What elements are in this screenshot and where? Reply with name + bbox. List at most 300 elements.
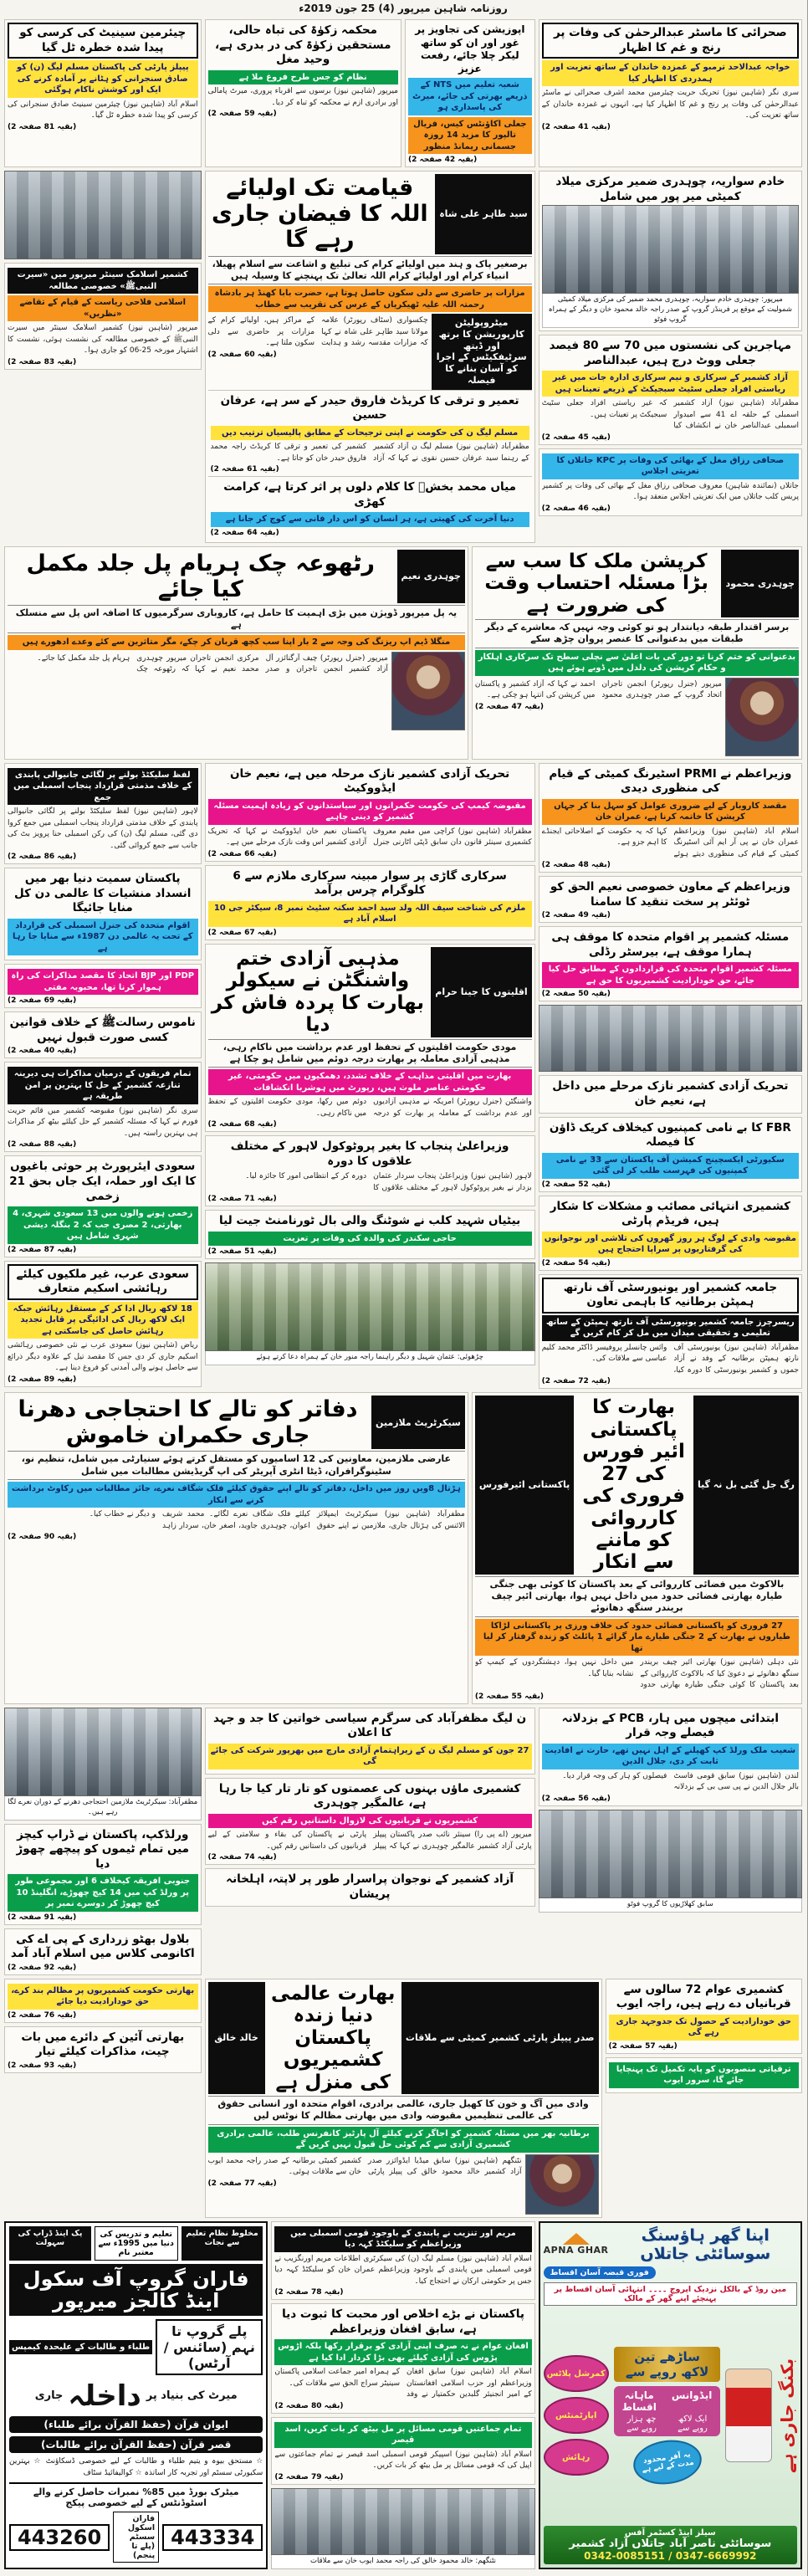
photo-caption: مظفرآباد: سیکرٹریٹ ملازمین احتجاجی دھرنے کے دوران نعرے لگا رہے ہیں۔ bbox=[4, 1796, 202, 1821]
article-continuation: (بقیہ 93 صفحہ 2) bbox=[8, 2061, 77, 2070]
ad-footer bbox=[544, 2526, 797, 2564]
article-naeem-khan-2 bbox=[539, 1075, 802, 1113]
admission-word: داخلہ bbox=[68, 2379, 141, 2414]
article-saudi-residency bbox=[4, 1261, 202, 1387]
banner-secretariat bbox=[4, 1392, 468, 1703]
banner-subheadline: یہ پل میرپور ڈویژن میں بڑی اہمیت کا حامل ہے، کاروباری سرگرمیوں کا اضافہ اس پل سے منسلک ہے bbox=[8, 605, 465, 634]
advance-value: ایک لاکھ روپے سے bbox=[678, 2415, 708, 2434]
kicker-box: رگ جل گئی بل نہ گیا bbox=[693, 1396, 799, 1575]
article-continuation: (بقیہ 77 صفحہ 2) bbox=[207, 2179, 277, 2188]
article-headline: بھارتی آئین کے دائرے میں بات چیت، مذاکرات کیلئے تیار bbox=[21, 2030, 185, 2059]
article-headline: مہاجرین کی نشستوں میں 70 سے 80 فیصد جعلی ووٹ درج ہیں، عبدالناصر bbox=[549, 339, 792, 367]
article-continuation: (بقیہ 69 صفحہ 2) bbox=[8, 996, 77, 1006]
article-highlight: سکیورٹی ایکسچینج کمیشن آف پاکستان سے 33 بے نامی کمپنیوں کی فہرست طلب کر لی گئی bbox=[542, 1153, 799, 1179]
article-body: سری نگر (شاہین نیوز) مقبوضہ کشمیر میں قائم حریت فورم نے کہا کہ مسئلہ کشمیر کے حل کیلئے بیٹھ کر مذاکرات ہی بہترین راستہ ہیں۔ bbox=[8, 1106, 198, 1138]
column-right-mid bbox=[539, 763, 802, 1390]
article-maryam-selected bbox=[271, 2221, 534, 2301]
banner-row bbox=[475, 550, 799, 617]
article-highlight: حق خودارادیت کے حصول تک جدوجہد جاری رہے گی bbox=[609, 2015, 800, 2041]
photo-car-meeting bbox=[525, 2154, 599, 2215]
banner-row bbox=[208, 947, 532, 1037]
column-center-mid bbox=[205, 763, 535, 1390]
article-continuation: (بقیہ 80 صفحہ 2) bbox=[274, 2401, 344, 2410]
article-continuation: (بقیہ 76 صفحہ 2) bbox=[8, 2010, 77, 2020]
article-body: میرپور (شاہین نیوز) برسوں سے اقرباء پروری، میرٹ پامالی اور برادری ازم نے محکمہ کو تباہ کر دیا۔ bbox=[207, 87, 398, 107]
banner-headline: رٹھوعہ چک ہریام پل جلد مکمل کیا جائے bbox=[26, 550, 375, 602]
photo-two-men-car bbox=[271, 2488, 534, 2555]
article-headline: ناموس رسالتﷺ کے خلاف قوانین کسی صورت قبول نہیں bbox=[9, 1016, 196, 1044]
article-dropped-catches bbox=[4, 1824, 202, 1925]
article-body: مظفرآباد (شاہین نیوز) مسلم لیگ ن آزاد کشمیر کے رہنما سید عرفان حسین نقوی نے کہا کہ آزاد کشمیر کی تعمیر و ترقی کا کریڈٹ راجہ محمد فاروق حیدر خان کو جاتا ہے۔ bbox=[210, 443, 529, 463]
photo-trophy-group bbox=[4, 171, 202, 259]
banner-bridge bbox=[4, 546, 468, 760]
article-continuation: (بقیہ 41 صفحہ 2) bbox=[541, 122, 611, 131]
article-highlight: تمام فریقوں کے درمیان مذاکرات ہی دیرینہ تنازعہ کشمیر کے حل کا بہترین پر امن طریقہ ہے bbox=[8, 1067, 198, 1104]
article-continuation: (بقیہ 72 صفحہ 2) bbox=[541, 1377, 611, 1386]
article-headline: ن لیگ مظفرآباد کی سرگرم سیاسی خواتین کا جد و جہد کا اعلان bbox=[212, 1711, 527, 1740]
article-headline: وزیراعظم نے PRMI اسٹیرنگ کمیٹی کے قیام کی منظوری دیدی bbox=[549, 766, 792, 796]
banner-headline: مذہبی آزادی ختم واشنگٹن نے سیکولر بھارت کا پردہ فاش کر دیا bbox=[211, 947, 424, 1037]
article-continuation: (بقیہ 52 صفحہ 2) bbox=[541, 1180, 611, 1189]
banner-auliya bbox=[205, 171, 535, 542]
banner-highlight: برطانیہ بھر میں مسئلہ کشمیر کو اجاگر کرنے کیلئے آل پارٹیز کانفرنس طلب، عالمی برادری کشمیری آزادی سے کم کوئی حل قبول نہیں کریں گے bbox=[208, 2127, 599, 2153]
article-headline: FBR کا بے نامی کمپنیوں کیخلاف کریک ڈاؤن کا فیصلہ bbox=[549, 1120, 791, 1150]
banner-subheadline: برسر اقتدار طبقہ دیانتدار ہو تو کوئی وجہ نہیں کہ معاشرے کے دیگر طبقات میں بدعنوانی کا عنصر پروان چڑھ سکے bbox=[475, 619, 799, 648]
article-hurriyat-forum bbox=[4, 1062, 202, 1152]
paper-grid bbox=[0, 16, 807, 2576]
article-highlight: شعبہ تعلیم میں NTS کے ذریعے بھرتی کی جائے، میرٹ کی پاسداری ہو bbox=[408, 78, 532, 115]
article-naeem-khan bbox=[205, 763, 535, 862]
article-continuation: (بقیہ 66 صفحہ 2) bbox=[207, 849, 277, 858]
article-continuation: (بقیہ 88 صفحہ 2) bbox=[8, 1140, 77, 1150]
payment-box bbox=[614, 2386, 721, 2436]
installment-value: چھ ہزار روپے سے bbox=[626, 2415, 657, 2434]
article-headline: تمام جماعتیں قومی مسائل پر مل بیٹھ کر بات کریں، اسد قیصر bbox=[274, 2422, 531, 2448]
article-continuation: (بقیہ 87 صفحہ 2) bbox=[8, 1245, 77, 1254]
article-headline: اپوزیشن کی تجاویز پر غور اور ان کو ساتھ لیکر چلا جائے، رفعت عزیز bbox=[415, 23, 525, 74]
article-continuation: (بقیہ 83 صفحہ 2) bbox=[8, 357, 77, 366]
article-body: نٹنگھم (شاہین نیوز) سابق میڈیا ایڈوائزر صدر آزاد کشمیر خالد محمود خالق کی پیپلز پارٹی کشمیر کمیٹی برطانیہ کے صدر راجہ محمد ایوب خان سے ملاقات ہوئی۔ bbox=[207, 2156, 522, 2177]
article-body: چکسواری (سٹاف رپورٹر) علامہ مولانا سید طاہر علی شاہ نے کہا کہ مزارات مقدسہ رشد و ہدایت کے مراکز ہیں، اولیائے کرام کے مزارات پر حاضری سے دلی سکون ملتا ہے۔ bbox=[207, 316, 428, 348]
article-headline: PDP اور BJP اتحاد کا مقصد مذاکرات کی راہ ہموار کرنا تھا، محبوبہ مفتی bbox=[8, 969, 198, 995]
kicker-box: سیکرٹریٹ ملازمین bbox=[371, 1396, 465, 1449]
article-body: لاہور (شاہین نیوز) وزیراعلیٰ پنجاب سردار عثمان بزدار نے بغیر پروٹوکول لاہور کے مختلف علاقوں کا دورہ کر کے انتظامی امور کا جائزہ لیا۔ bbox=[245, 1172, 532, 1192]
article-highlight: حاجی سکندر کی والدہ کی وفات پر تعزیت bbox=[208, 1232, 532, 1247]
article-continuation: (بقیہ 91 صفحہ 2) bbox=[8, 1913, 77, 1922]
article-body: اسلام آباد (شاہین نیوز) اسپیکر قومی اسمبلی اسد قیصر نے تمام جماعتوں سے اپیل کی کہ قومی مسائل پر مل بیٹھ کر بات کریں۔ bbox=[274, 2450, 532, 2471]
article-highlight: مسئلہ کشمیر اقوام متحدہ کی قراردادوں کے مطابق حل کیا جائے، حق خودارادیت کشمیریوں کا حق ہے bbox=[542, 962, 799, 988]
banner-headline: بھارت کا پاکستانی ائیر فورس کی 27 فروری کی کارروائی کو ماننے سے انکار bbox=[582, 1396, 685, 1574]
article-body: مظفرآباد (شاہین نیوز) یونیورسٹی آف نارتھ ہمپٹن برطانیہ کے وفد نے آزاد جموں و کشمیر یونیورسٹی کا دورہ کیا، وائس چانسلر پروفیسر ڈاکٹر محمد کلیم عباسی سے ملاقات کی۔ bbox=[541, 1343, 799, 1375]
article-development bbox=[606, 2057, 803, 2093]
article-headline: ترقیاتی منصوبوں کو پایہ تکمیل تک پہنچایا جائے گا، سرور ایوب bbox=[609, 2062, 800, 2088]
banner-row bbox=[475, 1396, 799, 1575]
limited-offer-oval: یہ آفر محدود مدت کے لیے ہے bbox=[630, 2436, 703, 2489]
kicker-box-2: پاکستانی ائیرفورس bbox=[475, 1396, 574, 1575]
article-highlight: مقبوضہ وادی کے لوگ ہر روز گھروں کی تلاشی اور نوجوانوں کی گرفتاریوں پر سراپا احتجاج ہیں bbox=[542, 1232, 799, 1257]
article-continuation: (بقیہ 67 صفحہ 2) bbox=[207, 928, 277, 937]
article-highlight: مسلم لیگ ن کی حکومت نے اپنی ترجیحات کے مطابق پالیسیاں ترتیب دیں bbox=[211, 426, 529, 441]
article-pdp-bjp bbox=[4, 964, 202, 1008]
aiwan-quran: ایوان قرآن (حفظ القرآن برائے طلباء) bbox=[9, 2416, 263, 2433]
feature-residence: رہائش bbox=[544, 2439, 609, 2476]
photo-meeting bbox=[539, 1005, 802, 1072]
article-cm-punjab bbox=[205, 1135, 535, 1206]
article-headline: وزیراعلیٰ پنجاب کا بغیر پروٹوکول لاہور کے مختلف علاقوں کا دورہ bbox=[230, 1139, 509, 1168]
features-line: ☆ مستحق بیوہ و یتیم طلباء و طالبات کے لیے خصوصی ڈسکاؤنٹ ☆ بہترین سکیورٹی سسٹم اور تجربہ کار اساتذہ ☆ کوالیفائیڈ سٹاف bbox=[9, 2457, 263, 2477]
article-volleyball bbox=[205, 1210, 535, 1259]
banner-headline: بھارت عالمی دنیا زندہ پاکستان کشمیریوں کی منزل ہے bbox=[270, 1982, 396, 2093]
column-center-low bbox=[205, 1708, 535, 1975]
group-row bbox=[9, 2319, 263, 2375]
installment-label: ماہانہ اقساط bbox=[621, 2389, 657, 2414]
article-continuation: (بقیہ 55 صفحہ 2) bbox=[474, 1692, 545, 1701]
article-highlight: ملزم کی شناخت سیف اللہ ولد سید احمد سکنہ سٹیٹ نمبر 8، سیکٹر جی 10 اسلام آباد ہے bbox=[208, 901, 532, 927]
article-barrister-ridley bbox=[539, 926, 802, 1001]
phone-row bbox=[9, 2512, 263, 2563]
article-headline: میاں محمد بخشؒ کا کلام دلوں پر اثر کرتا ہے، کرامت کھڑی bbox=[223, 480, 516, 509]
article-highlight: آزاد کشمیر کے سرکاری و نیم سرکاری ادارہ جات میں غیر ریاستی افراد جعلی سٹیٹ سبجیکٹ کے ذریعے تعینات ہیں bbox=[542, 371, 799, 397]
article-university-mou bbox=[539, 1274, 802, 1390]
article-fbr bbox=[539, 1117, 802, 1192]
article-continuation: (بقیہ 56 صفحہ 2) bbox=[541, 1794, 611, 1803]
model-photo bbox=[725, 2369, 772, 2462]
separate-campus: طلباء و طالبات کے علیحدہ کیمپس bbox=[9, 2340, 152, 2354]
banner-iaf-denial bbox=[472, 1392, 802, 1703]
article-continuation: (بقیہ 57 صفحہ 2) bbox=[608, 2041, 678, 2051]
phone-numbers: 0342-0085151 / 0347-6669992 bbox=[584, 2549, 757, 2562]
house-icon bbox=[563, 2233, 590, 2245]
article-body: سری نگر (شاہین نیوز) تحریک حریت چیئرمین محمد اشرف صحرائی نے ماسٹر عبدالرحمٰن کی وفات پر رنج و غم کا اظہار کیا ہے، انہوں نے غمزدہ خاندان کے ساتھ تعزیت کی۔ bbox=[541, 89, 799, 120]
article-headline: تعمیر و ترقی کا کریڈٹ فاروق حیدر کے سر ہے، عرفان حسین bbox=[220, 393, 519, 423]
banner-headline: قیامت تک اولیائے اللہ کا فیضان جاری رہے گا bbox=[212, 175, 428, 254]
column-center-bottom bbox=[271, 2221, 534, 2569]
article-continuation: (بقیہ 90 صفحہ 2) bbox=[8, 1533, 77, 1542]
article-headline: ابتدائی میچوں میں ہار، PCB کے بزدلانہ فیصلے وجہ قرار bbox=[561, 1711, 779, 1740]
article-indian-constitution bbox=[4, 2026, 202, 2073]
article-headline: تحریک آزادی کشمیر نازک مرحلے میں داخل ہے، نعیم خان bbox=[552, 1079, 789, 1109]
article-bilawal-pa bbox=[4, 1928, 202, 1975]
article-fake-votes bbox=[539, 335, 802, 445]
banner-row bbox=[8, 1396, 465, 1449]
feature-ovals bbox=[544, 2309, 609, 2522]
column-left-low bbox=[4, 1708, 202, 1975]
article-anti-drugs-day bbox=[4, 868, 202, 960]
article-body: واشنگٹن (جنرل رپورٹر) امریکہ نے مذہبی آزادیوں اور عدم برداشت کے معاملہ پر بھارت کو درجہ دوئم میں رکھا، مودی حکومت اقلیتوں کے تحفظ میں ناکام رہی۔ bbox=[207, 1098, 532, 1118]
article-continuation: (بقیہ 48 صفحہ 2) bbox=[541, 861, 611, 870]
banner-highlight: ہڑتال 8ویں روز میں داخل، دفاتر کو تالے اپنے حقوق کیلئے فلک شگاف نعرے، جائز مطالبات میں رکاوٹ برداشت کرنے سے انکار bbox=[8, 1482, 465, 1508]
article-headline: محکمہ زکوٰۃ کی تباہ حالی، مستحقین زکوٰۃ کی در بدری ہے، وحید مغل bbox=[215, 23, 391, 67]
article-body: ریاض (شاہین نیوز) سعودی عرب نے نئی خصوصی رہائشی اسکیم جاری کر دی جس کا مقصد تیل کے علاوہ دیگر ذرائع سے حاصل ہونے والی آمدنی کو فروغ دینا ہے۔ bbox=[8, 1341, 198, 1373]
photo-protest-crowd bbox=[4, 1708, 202, 1796]
article-kpc-condolence bbox=[539, 448, 802, 516]
article-highlight: 27 جون کو مسلم لیگ ن کے زیراہتمام آزادی مارچ میں بھرپور شرکت کی جائے گی bbox=[208, 1744, 532, 1769]
photo-caption: سابق کھلاڑیوں کا گروپ فوٹو bbox=[539, 1898, 802, 1913]
kicker-box: چوہدری محمود bbox=[721, 550, 799, 617]
article-highlight: اسلامی فلاحی ریاست کے قیام کے تقاضے «نظریں» bbox=[8, 295, 198, 321]
article-islamic-center bbox=[4, 263, 202, 370]
article-headline: پاکستان سمیت دنیا بھر میں انسداد منشیات کا عالمی دن کل منایا جائیگا bbox=[14, 872, 192, 915]
article-holi-of-blood bbox=[4, 1979, 202, 2023]
photo-pcb-group bbox=[539, 1810, 802, 1898]
article-headline: پاکستان نے بڑے اخلاص اور محبت کا ثبوت دیا ہے، سابق افغان وزیراعظم bbox=[282, 2307, 524, 2336]
article-headline: وزیراعظم کے معاون خصوصی نعیم الحق کو ٹوئٹر پر سخت تنقید کا سامنا bbox=[550, 880, 790, 909]
article-continuation: (بقیہ 92 صفحہ 2) bbox=[8, 1963, 77, 1972]
banner-bottom bbox=[8, 652, 465, 730]
ad-apna-ghar bbox=[539, 2221, 802, 2569]
banner-row bbox=[208, 174, 532, 254]
article-body: اسلام آباد (شاہین نیوز) وزیراعظم عمران خان نے پی آر ایم آئی اسٹیرنگ کمیٹی کے قیام کی منظوری دیتے ہوئے کہا کہ یہ حکومت کے اصلاحاتی ایجنڈے کا اہم جزو ہے۔ bbox=[541, 827, 799, 858]
article-body: مظفرآباد (شاہین نیوز) آزاد کشمیر اسمبلی کے حلقہ اے 41 سے امیدوار اسمبلی عبدالناصر خان نے انکشاف کیا کہ غیر ریاستی افراد جعلی سٹیٹ سبجیکٹ پر تعینات ہیں۔ bbox=[541, 399, 799, 431]
article-highlight: جنوبی افریقہ کیخلاف 6 اور مجموعی طور پر ورلڈ کپ میں 14 کیچ چھوڑے، انگلینڈ 10 کیچ چھوڑ کر دوسرے نمبر پر bbox=[8, 1874, 198, 1912]
banner-bottom bbox=[475, 678, 799, 756]
article-highlight: زخمی ہونے والوں میں 13 سعودی شہری، 4 بھارتی، 2 مصری جب کہ 2 بنگلہ دیشی شہری شامل ہیں bbox=[8, 1206, 198, 1244]
article-body: اسلام آباد (شاہین نیوز) چیئرمین سینیٹ صادق سنجرانی کی کرسی کو پیدا شدہ خطرہ ٹل گیا۔ bbox=[8, 100, 198, 120]
article-zakat bbox=[205, 19, 402, 167]
column-left-top bbox=[4, 171, 202, 542]
article-body: مظفرآباد (شاہین نیوز) کراچی میں مقیم معروف کشمیری سینئر قانون دان سابق ڈپٹی اٹارنی جنرل پاکستان نعیم خان ایڈووکیٹ نے کہا کہ تحریک آزادی کشمیر اس وقت نازک مرحلے میں ہے۔ bbox=[207, 827, 532, 848]
article-selected-word bbox=[4, 763, 202, 865]
article-headline: سعودی ایئرپورٹ پر حوثی باغیوں کا ایک اور حملہ، ایک جاں بحق 21 زخمی bbox=[9, 1160, 197, 1203]
article-continuation: (بقیہ 86 صفحہ 2) bbox=[8, 853, 77, 862]
article-continuation: (بقیہ 54 صفحہ 2) bbox=[541, 1258, 611, 1268]
photo-portrait-mahmood bbox=[725, 678, 799, 756]
article-headline: کشمیری عوام 72 سالوں سے قربانیاں دے رہے ہیں، راجہ ایوب bbox=[616, 1982, 791, 2011]
article-continuation: (بقیہ 64 صفحہ 2) bbox=[210, 528, 279, 537]
article-headline: چیئرمین سینیٹ کی کرسی کو پیدا شدہ خطرہ ٹل گیا bbox=[8, 23, 198, 59]
article-continuation: (بقیہ 47 صفحہ 2) bbox=[474, 702, 545, 711]
article-headline: سرکاری گاڑی پر سوار مبینہ سرکاری ملازم سے 6 کلوگرام چرس برآمد bbox=[233, 868, 507, 898]
article-headline: صحرائی کا ماسٹر عبدالرحمٰن کی وفات پر رنج و غم کا اظہار bbox=[542, 23, 799, 59]
article-continuation: (بقیہ 60 صفحہ 2) bbox=[207, 350, 277, 359]
banner-highlight: بھارت میں اقلیتی مذاہب کے خلاف تشدد، دھمکیوں میں حکومتی، غیر حکومتی عناصر ملوث ہیں، رپورٹ میں ہوشربا انکشافات bbox=[208, 1069, 532, 1095]
admission-status: جاری bbox=[34, 2389, 64, 2403]
article-continuation: (بقیہ 61 صفحہ 2) bbox=[210, 465, 279, 474]
banner-highlight: مزارات پر حاضری سے دلی سکون حاصل ہوتا ہے، حضرت بابا کھنڈ ہر بادشاہ رحمتہ اللہ علیہ ٹھیکریاں کے عرس کی تقریب سے خطاب bbox=[208, 286, 532, 312]
article-namoos-risalat bbox=[4, 1011, 202, 1058]
article-highlight: شعیب ملک ورلڈ کپ کھیلنے کے اہل نہیں تھے، حارث نے افادیت ثابت کر دی، جلال الدین bbox=[542, 1744, 799, 1769]
article-afghan-pm bbox=[271, 2303, 534, 2414]
article-headline: بھارتی حکومت کشمیریوں پر مظالم بند کرے، حق خودارادیت دیا جائے bbox=[8, 1984, 198, 2010]
article-farooq-haider bbox=[208, 390, 532, 477]
article-highlight: مقبوضہ کیمپ کی حکومت حکمرانوں اور سیاستدانوں کو زیادہ اہمیت مسئلہ کشمیر کو دینی چاہیے bbox=[208, 799, 532, 825]
banner-corruption bbox=[472, 546, 802, 760]
article-headline: لفظ سلیکٹڈ بولنے پر لگائی جانیوالی پابندی کے خلاف مذمتی قرارداد پنجاب اسمبلی میں جمع bbox=[8, 768, 198, 806]
article-continuation: (بقیہ 49 صفحہ 2) bbox=[541, 911, 611, 920]
banner-headline: کرپشن ملک کا سب سے بڑا مسئلہ احتساب وقت کی ضرورت ہے bbox=[484, 550, 708, 617]
article-highlight: خواجہ عبدالاحد ترمبو کے غمزدہ خاندان کے ساتھ تعزیت اور ہمدردی کا اظہار کیا bbox=[542, 60, 799, 86]
article-headline: ورلڈکپ، پاکستان نے ڈراپ کیچز میں تمام ٹیموں کو پیچھے چھوڑ دیا bbox=[16, 1827, 190, 1871]
article-highlight: افغان عوام نے نہ صرف اپنی آزادی کو برقرار رکھا بلکہ اڑوس پڑوس کی آزادی کیلئے بھی بڑا کردار ادا کیا ہے bbox=[274, 2339, 531, 2365]
article-milad-committee bbox=[539, 171, 802, 331]
kicker-box: چوہدری نعیم bbox=[397, 550, 465, 603]
banner-highlight: منگلا ڈیم اپ ریزنگ کی وجہ سے 2 بار اپنا سب کچھ قربان کر چکے، مگر متاثرین سے کئے وعدے ادھورے ہیں bbox=[8, 635, 465, 650]
article-headline: تحریک آزادی کشمیر نازک مرحلہ میں ہے، نعیم خان ایڈووکیٹ bbox=[229, 766, 510, 796]
article-prmi bbox=[539, 763, 802, 873]
banner-highlight: 27 فروری کو پاکستانی فضائی حدود کی خلاف ورزی پر پاکستانی لڑاکا طیاروں نے بھارت کے 2 جنگی طیارے مار گرائے 1 پائلٹ کو زندہ گرفتار کر لیا تھا bbox=[475, 1619, 799, 1657]
advance-label: ایڈوانس bbox=[671, 2389, 713, 2402]
article-highlight: پیپلز پارٹی کی پاکستان مسلم لیگ (ن) کو صادق سنجرانی کو ہٹانے پر آمادہ کرنے کی ایک اور کوشش ناکام ہوگئی bbox=[8, 60, 198, 98]
article-body: میرپور (جنرل رپورٹر) انجمن تاجران اتحاد گروپ کے صدر چوہدری محمود احمد نے کہا کہ آزاد کشمیر و پاکستان میں کرپشن کی انتہا ہو چکی ہے۔ bbox=[474, 679, 722, 700]
article-body: لندن (شاہین نیوز) سابق قومی فاسٹ بالر جلال الدین نے پی سی بی کے بزدلانہ فیصلوں کو ہار کی وجہ قرار دیا۔ bbox=[562, 1771, 799, 1792]
article-missing-youth bbox=[205, 1868, 535, 1906]
article-headline: جامعہ کشمیر اور یونیورسٹی آف نارتھ ہمپٹن برطانیہ کا باہمی تعاون bbox=[542, 1278, 799, 1314]
ad-title: اپنا گھر ہاؤسنگ سوسائٹی جاتلاں bbox=[640, 2225, 771, 2263]
column-right-low bbox=[539, 1708, 802, 1975]
article-hashish bbox=[205, 865, 535, 940]
article-continuation: (بقیہ 59 صفحہ 2) bbox=[207, 110, 277, 119]
article-continuation: (بقیہ 42 صفحہ 2) bbox=[408, 156, 478, 165]
ad-faran bbox=[4, 2221, 268, 2569]
admission-row bbox=[9, 2379, 263, 2413]
article-opposition bbox=[405, 19, 535, 167]
article-continuation: (بقیہ 46 صفحہ 2) bbox=[541, 504, 611, 513]
ad-header bbox=[544, 2226, 797, 2263]
banner-kashmir-destination bbox=[205, 1979, 602, 2218]
qasr-quran: قصر قرآن (حفظ القرآن برائے طالبات) bbox=[9, 2436, 263, 2453]
article-raja-ayub bbox=[606, 1979, 803, 2054]
article-continuation: (بقیہ 40 صفحہ 2) bbox=[8, 1047, 77, 1056]
brand-name: APNA GHAR bbox=[543, 2245, 609, 2256]
article-body: نئی دہلی (شاہین نیوز) بھارتی ائیر چیف بریندر سنگھ دھانوئے نے دعویٰ کیا کہ بالاکوٹ کارروائی کے بعد پاکستان کا کوئی جنگی طیارہ بھارتی حدود میں داخل نہیں ہوا، دہشتگردوں کے کیمپ کو نشانہ بنایا گیا۔ bbox=[474, 1658, 799, 1690]
article-headline: بیٹیاں شہید کلب نے شوٹنگ والی بال ٹورنامنٹ جیت لیا bbox=[219, 1214, 521, 1228]
article-pmln-women bbox=[205, 1708, 535, 1775]
article-body: اسلام آباد (شاہین نیوز) مسلم لیگ (ن) کی سیکرٹری اطلاعات مریم اورنگزیب نے قومی اسمبلی میں پابندی کے باوجود وزیراعظم عمران خان کو سلیکٹڈ کہہ دیا جس پر حکومتی ارکان نے احتجاج کیا۔ bbox=[274, 2254, 532, 2286]
kicker-box: سید طاہر علی شاہ bbox=[435, 174, 531, 254]
article-continuation: (بقیہ 74 صفحہ 2) bbox=[207, 1853, 277, 1862]
article-body: مظفرآباد (شاہین نیوز) سیکرٹریٹ ایمپلائز الائنس کی ہڑتال جاری، ملازمین نے اپنے حقوق کیلئے فلک شگاف نعرے لگائے۔ محمد شریف اعوان، چوہدری جاوید، اصغر خان، سردار زاہد و دیگر نے خطاب کیا۔ bbox=[89, 1510, 465, 1530]
possession-pill: فوری قبضہ آسان اقساط bbox=[544, 2266, 656, 2279]
strip-pick-drop: پک اینڈ ڈراپ کی سہولت bbox=[9, 2226, 91, 2261]
photo-portrait-naeem bbox=[391, 652, 465, 730]
phone-1: 443334 bbox=[162, 2524, 263, 2551]
article-highlight: ریسرچرز جامعہ کشمیر یونیورسٹی آف نارتھ ہمپٹن کے ساتھ تعلیمی و تحقیقی میدان میں مل کر کام کریں گے bbox=[542, 1315, 799, 1341]
banner-highlight: بدعنوانی کو ختم کرنا تو دور کی بات اعلیٰ سے نچلی سطح تک سرکاری اہلکار و حکام کرپشن کی دلدل میں ڈوبے ہوئے ہیں bbox=[475, 650, 799, 676]
banner-bottom bbox=[208, 2154, 599, 2215]
banner-subheadline: عارضی ملازمین، معاونین کی 12 اسامیوں کو مستقل کرتے ہوئے سنیارٹی میں شامل، تنظیم نو، سٹینوگرافران، ڈیٹا انٹری آپریٹر کی اپ گریڈیشن مطالبات میں شامل bbox=[8, 1451, 465, 1480]
banner-row bbox=[208, 1982, 599, 2094]
article-continuation: (بقیہ 68 صفحہ 2) bbox=[207, 1120, 277, 1129]
feature-commercial: کمرشل پلاٹس bbox=[544, 2355, 609, 2392]
article-headline: خادم سواریہ، چوہدری ضمیر مرکزی میلاد کمیٹی میر پور میں شامل bbox=[555, 175, 785, 203]
article-naeemul-haq bbox=[539, 876, 802, 923]
article-highlight: مقصد کاروبار کے لیے ضروری عوامل کو سہل بنا کر جہاں کرپشن کا خاتمہ کرنا ہے، عمران خان bbox=[542, 799, 799, 825]
kicker-box: اقلیتوں کا جینا حرام bbox=[431, 947, 531, 1037]
kicker-box-2: خالد خالق bbox=[208, 1982, 265, 2094]
feature-apartments: اپارٹمنٹس bbox=[544, 2397, 609, 2434]
banner-subheadline: مودی حکومت اقلیتوں کے تحفظ اور عدم برداشت میں ناکام رہی، مذہبی آزادی معاملہ پر بھارت درجہ دوئم میں شامل ہو چکا ہے bbox=[208, 1039, 532, 1068]
strip-coed-free: مخلوط نظام تعلیم سے نجات bbox=[182, 2226, 263, 2261]
article-continuation: (بقیہ 71 صفحہ 2) bbox=[207, 1195, 277, 1204]
article-highlight: اقوام متحدہ کی جنرل اسمبلی کی قرارداد کے تحت یہ عالمی دن 1987ء سے منایا جا رہا ہے bbox=[8, 919, 198, 956]
banner-subheadline: برصغیر پاک و ہند میں اولیائے کرام کی تبلیغ و اشاعت سے اسلام پھیلا، انبیاء کرام اور اولیائے کرام اللہ تعالیٰ تک پہنچنے کا وسیلہ ہیں bbox=[208, 256, 532, 285]
group-classes: پلے گروپ تا نہم (سائنس / آرٹس) bbox=[156, 2319, 263, 2375]
article-senate-chair bbox=[4, 19, 202, 167]
article-pcb bbox=[539, 1708, 802, 1806]
banner-subheadline: وادی میں آگ و خون کا کھیل جاری، عالمی برادری، اقوام متحدہ اور انسانی حقوق کی عالمی تنظیمیں مقبوضہ وادی میں بھارتی مظالم کا نوٹس لیں bbox=[208, 2096, 599, 2125]
article-asad-qaiser bbox=[271, 2417, 534, 2485]
column-left-mid bbox=[4, 763, 202, 1390]
special-package: میٹرک بورڈ میں 85% نمبرات حاصل کرنے والے اسٹوڈنٹس کے لیے خصوصی پیکج bbox=[9, 2482, 263, 2508]
office-label: سیلز اینڈ کسٹمر آفس bbox=[624, 2527, 716, 2538]
merit-note: میرٹ کی بنیاد پر bbox=[146, 2389, 238, 2403]
article-saudi-airport bbox=[4, 1155, 202, 1257]
price-band: ساڑھے تین لاکھ روپے سے bbox=[614, 2347, 721, 2382]
article-highlight: دنیا آخرت کی کھیتی ہے، ہر انسان کو اس دار فانی سے کوچ کر جانا ہے bbox=[211, 512, 529, 527]
article-body: لاہور (شاہین نیوز) لفظ سلیکٹڈ بولنے پر لگائی جانیوالی پابندی کے خلاف مذمتی قرارداد پنجاب اسمبلی میں جمع کروا دی گئی، مسلم لیگ (ن) کی رکن اسمبلی حنا پرویز بٹ کی جانب سے جمع کروائی گئی۔ bbox=[8, 807, 198, 850]
photo-milad-group bbox=[542, 205, 799, 294]
article-headline: مریم اور تنزیب نے پابندی کے باوجود قومی اسمبلی میں وزیراعظم کو سلیکٹڈ کہہ دیا bbox=[274, 2226, 531, 2252]
article-highlight: نظام کو جس طرح فروغ ملا ہے bbox=[208, 70, 399, 85]
article-body: میرپور (جنرل رپورٹر) چیف آرگنائزر آل آزاد کشمیر انجمن تاجران و صدر مرکزی انجمن تاجران میرپور چوہدری محمد نعیم نے کہا کہ رٹھوعہ چک ہریام پل جلد مکمل کیا جائے۔ bbox=[37, 653, 388, 674]
article-body: میرپور (شاہین نیوز) کشمیر اسلامک سینٹر میں سیرت النبیﷺ کے خصوصی مطالعہ کی نشست ہوئی، نشست کا اشتہار مورخہ 25-06 کو جاری ہوا۔ bbox=[8, 324, 198, 356]
article-body: اسلام آباد (شاہین نیوز) سابق افغان وزیراعظم اور حزب اسلامی افغانستان کے امیر انجنیئر گلبدین حکمتیار نے وفد کے ہمراہ امیر جماعت اسلامی پاکستان سینیٹر سراج الحق سے ملاقات کی۔ bbox=[274, 2368, 532, 2399]
school-system: فاران اسکول سسٹم (پلے تا پنجم) bbox=[113, 2512, 159, 2563]
photo-caption: میرپور: چوہدری خادم سواریہ، چوہدری محمد ضمیر کی مرکزی میلاد کمیٹی شمولیت کے موقع پر فرینڈز گروپ کے صدر راجہ خالد محمود خان و دیگر کے ہمراہ گروپ فوٹو bbox=[542, 294, 799, 328]
apna-ghar-logo bbox=[544, 2233, 609, 2256]
booking-text: بکنگ جاری ہے bbox=[777, 2358, 797, 2473]
article-headline: صحافی رزاق مغل کے بھائی کی وفات پر KPC جاتلاں کا تعزیتی اجلاس bbox=[542, 453, 799, 479]
article-body: جاتلاں (نمائندہ شاہین) معروف صحافی رزاق مغل کے بھائی کی وفات پر کشمیر پریس کلب جاتلاں میں ایک تعزیتی اجلاس منعقد ہوا۔ bbox=[541, 481, 799, 502]
article-continuation: (بقیہ 50 صفحہ 2) bbox=[541, 990, 611, 999]
article-headline: کشمیری انتہائی مصائب و مشکلات کا شکار ہیں، فریڈم پارٹی bbox=[550, 1199, 790, 1228]
article-continuation: (بقیہ 79 صفحہ 2) bbox=[274, 2472, 344, 2481]
column-right-top bbox=[539, 171, 802, 542]
article-headline: مسئلہ کشمیر پر اقوام متحدہ کا موقف ہی ہمارا موقف ہے، بیرسٹر رڈلی bbox=[551, 930, 790, 959]
article-freedom-party bbox=[539, 1196, 802, 1271]
article-highlight: 18 لاکھ ریال ادا کر کے مستقل رہائش جبکہ ایک لاکھ ریال کی ادائیگی پر قابل تجدید رہائش حاصل کی جاسکتی ہے bbox=[8, 1302, 198, 1339]
ad-title: فاران گروپ آف سکول اینڈ کالجز میرپور bbox=[9, 2264, 263, 2317]
banner-row bbox=[8, 550, 465, 603]
photo-caption: نٹنگھم: خالد محمود خالق کی راجہ محمد ایوب خان سے ملاقات bbox=[271, 2555, 534, 2569]
article-continuation: (بقیہ 45 صفحہ 2) bbox=[541, 433, 611, 442]
kicker-box: صدر پیپلز پارٹی کشمیر کمیٹی سے ملاقات bbox=[401, 1982, 599, 2094]
article-mian-bakhsh bbox=[208, 476, 532, 540]
ad-top-strips bbox=[9, 2226, 263, 2261]
photo-dua-group bbox=[205, 1262, 535, 1351]
article-headline: کشمیر اسلامک سینٹر میرپور میں «سیرت النبیﷺ» خصوصی مطالعہ bbox=[8, 268, 198, 294]
photo-caption: چڑھوئی: عثمان شہیل و دیگر راہنما راجہ منور خان کے ہمراہ دعا کرتے ہوئے bbox=[205, 1351, 535, 1365]
article-continuation: (بقیہ 51 صفحہ 2) bbox=[207, 1247, 277, 1257]
banner-headline: دفاتر کو تالے کا احتجاجی دھرنا جاری حکمران خاموش bbox=[18, 1396, 358, 1449]
article-headline: آزاد کشمیر کے نوجوان پراسرار طور پر لاپتہ، اہلخانہ پریشان bbox=[226, 1872, 514, 1901]
price-block bbox=[614, 2309, 721, 2522]
article-sahrai bbox=[539, 19, 802, 167]
article-headline: کشمیری ماؤں بہنوں کی عصمتوں کو تار تار کیا جا رہا ہے، عالمگیر چوہدری bbox=[218, 1781, 521, 1810]
column-right-bottom bbox=[606, 1979, 803, 2218]
strip-since-1995: تعلیم و تدریس کی دنیا میں 1995ء سے معتبر نام bbox=[95, 2226, 178, 2261]
article-highlight: کشمیریوں نے قربانیوں کی لازوال داستانیں رقم کیں bbox=[208, 1814, 532, 1829]
ad-middle bbox=[544, 2309, 797, 2522]
article-alamgir bbox=[205, 1778, 535, 1866]
masthead: روزنامہ شاہین میرپور (4) 25 جون 2019ء bbox=[299, 3, 508, 14]
phone-2: 443260 bbox=[9, 2524, 110, 2551]
banner-subheadline: بالاکوٹ میں فضائی کارروائی کے بعد پاکستان کا کوئی بھی جنگی طیارہ بھارتی فضائی حدود میں داخل نہیں ہوا، بھارتی ائیر چیف بریندر سنگھ دھانوئے bbox=[475, 1576, 799, 1617]
article-continuation: (بقیہ 81 صفحہ 2) bbox=[8, 122, 77, 131]
article-highlight-2: جعلی اکاؤنٹس کیس، فریال تالپور کا مزید 14 روزہ جسمانی ریمانڈ منظور bbox=[408, 117, 532, 155]
banner-religious-freedom bbox=[205, 944, 535, 1132]
article-headline: سعودی عرب، غیر ملکیوں کیلئے رہائشی اسکیم متعارف bbox=[8, 1264, 198, 1300]
article-headline: بلاول بھٹو زرداری کے پی اے کی اکانومی کلاس میں اسلام آباد آمد bbox=[10, 1932, 195, 1961]
article-body: میرپور (اے پی را) سینئر نائب صدر پاکستان پیپلز پارٹی آزاد کشمیر عالمگیر چوہدری نے کہا کہ پیپلز پارٹی نے پاکستان کی بقاء و سلامتی کے لیے قربانیوں کی داستانیں رقم کیں۔ bbox=[207, 1831, 532, 1851]
address-line: سوسائٹی ناصر آباد جاتلاں آزاد کشمیر bbox=[569, 2537, 772, 2550]
article-continuation: (بقیہ 78 صفحہ 2) bbox=[274, 2288, 344, 2297]
banner-bottom bbox=[208, 314, 532, 390]
side-box: میٹروپولیٹن کارپوریشن کا برتھ اور ڈیتھ سرٹیفکیٹس کے اجرا کو آسان بنانے کا فیصلہ bbox=[432, 314, 532, 390]
article-continuation: (بقیہ 89 صفحہ 2) bbox=[8, 1375, 77, 1384]
column-left-bottom bbox=[4, 1979, 202, 2218]
approach-line: مین روڈ کے بالکل نزدیک اپروچ ۔۔۔۔ انتہائی آسان اقساط پر پہنچئے اپنے گھر کے مالک bbox=[544, 2282, 797, 2306]
